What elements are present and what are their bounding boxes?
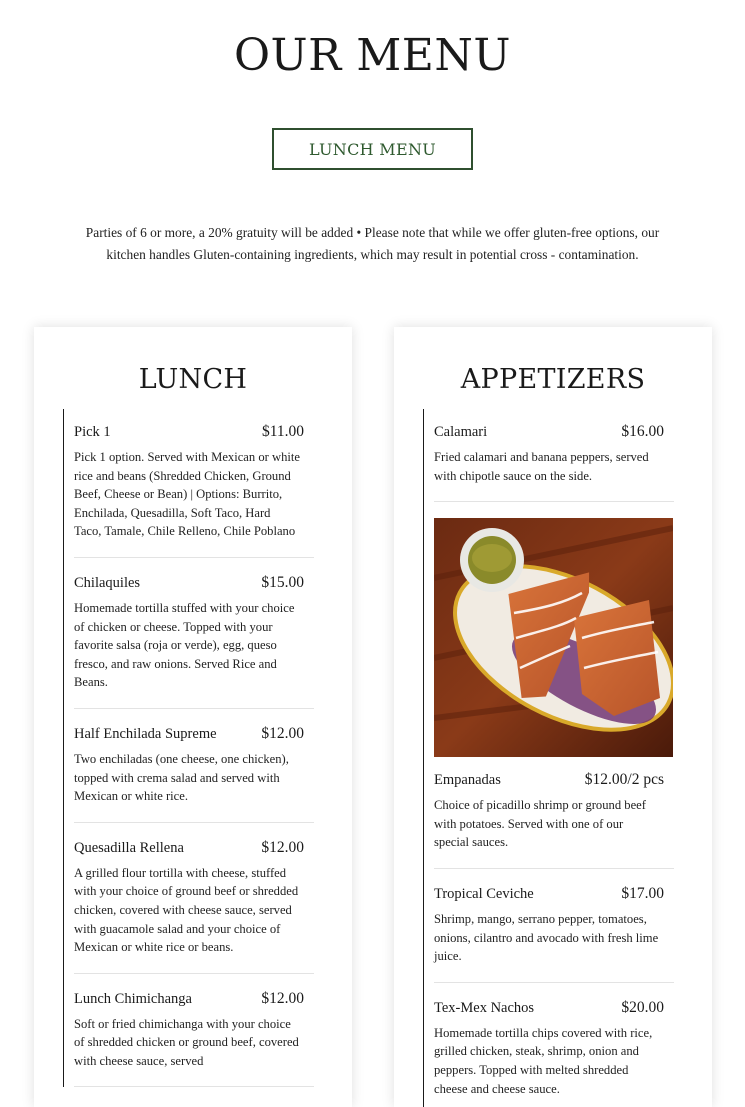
item-price: $12.00/2 pcs [584, 771, 664, 789]
appetizers-menu-card [394, 327, 712, 1107]
gratuity-notice: Parties of 6 or more, a 20% gratuity will be added • Please note that while we offer gluten-free options, our kitchen handles Gluten-containing ingredients, which may result in potential cross - contamination. [85, 225, 660, 262]
menu-item-tropical-ceviche [434, 885, 674, 983]
item-price: $12.00 [261, 838, 304, 856]
item-price: $17.00 [621, 884, 664, 902]
lunch-menu-card [34, 327, 352, 1107]
item-price: $15.00 [261, 573, 304, 591]
item-name: Chilaquiles [74, 574, 141, 591]
item-description: Pick 1 option. Served with Mexican or white rice and beans (Shredded Chicken, Ground Beef, Cheese or Bean) | Options: Burrito, Enchilada, Quesadilla, Soft Taco, Hard Taco, Tamale, Chile Relleno, Chile Poblano [74, 450, 300, 539]
item-price: $12.00 [261, 724, 304, 742]
item-name: Tropical Ceviche [434, 885, 534, 902]
appetizers-section-title: APPETIZERS [460, 364, 646, 395]
item-name: Quesadilla Rellena [74, 839, 184, 856]
lunch-menu-tab[interactable]: LUNCH MENU [272, 128, 473, 170]
empanadas-photo [434, 518, 673, 757]
item-name: Half Enchilada Supreme [74, 725, 217, 742]
menu-item-tex-mex-nachos [434, 999, 674, 1107]
item-description: Homemade tortilla chips covered with rice, grilled chicken, steak, shrimp, onion and peppers. Topped with melted shredded cheese and cheese sauce. [434, 1025, 653, 1096]
item-description: A grilled flour tortilla with cheese, stuffed with your choice of ground beef or shredded chicken, covered with cheese sauce, served with guacamole salad and your choice of Mexican or white rice or beans. [74, 865, 299, 955]
item-description: Two enchiladas (one cheese, one chicken), topped with crema salad and served with Mexican or white rice. [74, 751, 289, 804]
item-price: $20.00 [621, 998, 664, 1016]
item-name: Empanadas [434, 772, 501, 789]
menu-item-chilaquiles [74, 574, 314, 709]
item-name: Pick 1 [74, 424, 111, 440]
lunch-item-list [63, 409, 314, 1087]
menu-item-quesadilla-rellena [74, 839, 314, 974]
item-price: $11.00 [261, 423, 304, 440]
menu-item-half-enchilada-supreme [74, 725, 314, 823]
page-title: OUR MENU [233, 30, 512, 81]
item-description: Homemade tortilla stuffed with your choice of chicken or cheese. Topped with your favorite salsa (roja or verde), egg, queso fresco, and raw onions. Served Rice and Beans. [74, 600, 295, 690]
item-name: Calamari [434, 424, 488, 440]
item-name: Tex-Mex Nachos [434, 999, 535, 1016]
item-price: $16.00 [621, 423, 664, 440]
item-price: $12.00 [261, 989, 304, 1007]
item-description: Soft or fried chimichanga with your choice of shredded chicken or ground beef, covered with cheese sauce, served [74, 1016, 299, 1068]
item-description: Shrimp, mango, serrano pepper, tomatoes, onions, cilantro and avocado with fresh lime juice. [434, 911, 659, 964]
menu-item-pick-1 [74, 423, 314, 558]
item-name: Lunch Chimichanga [74, 990, 192, 1007]
item-description: Fried calamari and banana peppers, served with chipotle sauce on the side. [434, 450, 649, 483]
menu-item-calamari [434, 423, 674, 502]
menu-item-empanadas [434, 771, 674, 869]
appetizers-item-list [423, 409, 674, 1107]
menu-item-lunch-chimichanga [74, 990, 314, 1088]
lunch-section-title: LUNCH [138, 364, 248, 395]
item-description: Choice of picadillo shrimp or ground beef with potatoes. Served with one of our special sauces. [434, 798, 646, 850]
